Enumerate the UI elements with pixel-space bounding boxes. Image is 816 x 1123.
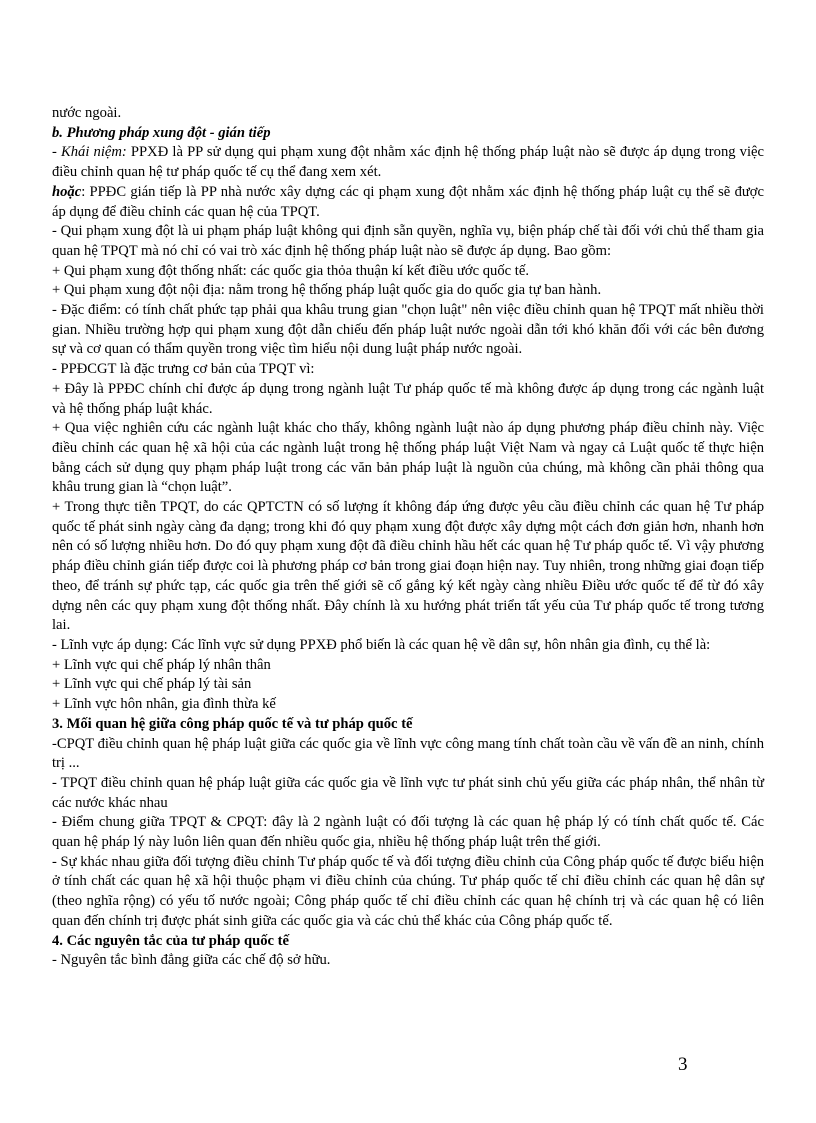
paragraph-definition: - Khái niệm: PPXĐ là PP sử dụng qui phạm xung đột nhằm xác định hệ thống pháp luật nào sẽ được áp dụng trong việc điều chỉnh quan hệ tư pháp quốc tế cụ thể đang xem xét. <box>52 144 764 181</box>
paragraph: - Nguyên tắc bình đẳng giữa các chế độ sở hữu. <box>52 952 331 969</box>
list-item: + Lĩnh vực hôn nhân, gia đình thừa kế <box>52 696 276 713</box>
paragraph-characteristics: - Đặc điểm: có tính chất phức tạp phải qua khâu trung gian "chọn luật" nên việc điều chỉnh quan hệ TPQT mất nhiều thời gian. Nhiều trường hợp qui phạm xung đột dẫn chiếu đến pháp luật nước ngoài dẫn tới khó khăn đối với các bên đương sự và cơ quan có thẩm quyền trong việc tìm hiểu nội dung luật pháp nước ngoài. <box>52 302 764 358</box>
list-item: + Lĩnh vực qui chế pháp lý nhân thân <box>52 656 271 673</box>
list-item: + Qui phạm xung đột nội địa: nằm trong hệ thống pháp luật quốc gia do quốc gia tự ban hành. <box>52 282 602 299</box>
paragraph-continuation: nước ngoài. <box>52 105 122 121</box>
page-number: 3 <box>678 1054 688 1075</box>
paragraph: - Sự khác nhau giữa đối tượng điều chỉnh Tư pháp quốc tế và đối tượng điều chỉnh của Công pháp quốc tế được biểu hiện ở tính chất các quan hệ xã hội thuộc phạm vi điều chỉnh của chúng. Tư pháp quốc tế chỉ điều chỉnh các quan hệ dân sự (theo nghĩa rộng) có yếu tố nước ngoài; Công pháp quốc tế chỉ điều chỉnh các quan hệ chính trị và các quan hệ có liên quan đến chính trị được phát sinh giữa các quốc gia và các chủ thể khác của Công pháp quốc tế. <box>52 853 764 929</box>
list-item: + Đây là PPĐC chính chỉ được áp dụng trong ngành luật Tư pháp quốc tế mà không được áp dụng trong các ngành luật và hệ thống pháp luật khác. <box>52 380 764 417</box>
list-item: + Lĩnh vực qui chế pháp lý tài sản <box>52 676 252 693</box>
paragraph: - Điểm chung giữa TPQT & CPQT: đây là 2 ngành luật có đối tượng là các quan hệ pháp lý có tính chất quốc tế. Các quan hệ pháp lý này luôn liên quan đến nhiều quốc gia, nhiều hệ thống pháp luật trên thế giới. <box>52 814 764 851</box>
paragraph: - PPĐCGT là đặc trưng cơ bản của TPQT vì: <box>52 361 315 378</box>
paragraph: -CPQT điều chỉnh quan hệ pháp luật giữa các quốc gia về lĩnh vực công mang tính chất toàn cầu về vấn đề an ninh, chính trị ... <box>52 735 764 772</box>
definition-label: Khái niệm: <box>61 144 127 161</box>
alternative-label: hoặc <box>52 183 82 200</box>
section-heading-3: 3. Mối quan hệ giữa công pháp quốc tế và tư pháp quốc tế <box>52 715 413 732</box>
section-heading-4: 4. Các nguyên tắc của tư pháp quốc tế <box>52 932 289 949</box>
paragraph-scope: - Lĩnh vực áp dụng: Các lĩnh vực sử dụng PPXĐ phổ biến là các quan hệ về dân sự, hôn nhân gia đình, cụ thể là: <box>52 636 711 653</box>
list-item: + Qua việc nghiên cứu các ngành luật khác cho thấy, không ngành luật nào áp dụng phương pháp điều chỉnh này. Việc điều chỉnh các quan hệ xã hội của các ngành luật trong hệ thống pháp luật Việt Nam và ngay cả Luật quốc tế thực hiện bằng cách sử dụng quy phạm pháp luật trong các văn bản pháp luật là nguồn của chúng, mà không cần phải thông qua khâu trung gian là “chọn luật”. <box>52 420 764 496</box>
document-body <box>52 104 764 971</box>
paragraph-conflict-rule: - Qui phạm xung đột là ui phạm pháp luật không qui định sẵn quyền, nghĩa vụ, biện pháp chế tài đối với chủ thể tham gia quan hệ TPQT mà nó chỉ có vai trò xác định hệ thống pháp luật nào sẽ được áp dụng. Bao gồm: <box>52 223 764 259</box>
section-heading-b: b. Phương pháp xung đột - gián tiếp <box>52 124 271 141</box>
list-item: + Qui phạm xung đột thống nhất: các quốc gia thỏa thuận kí kết điều ước quốc tế. <box>52 262 529 279</box>
list-item: + Trong thực tiễn TPQT, do các QPTCTN có số lượng ít không đáp ứng được yêu cầu điều chỉnh các quan hệ Tư pháp quốc tế phát sinh ngày càng đa dạng; trong khi đó quy phạm xung đột được xây dựng một cách đơn giản hơn, nhanh hơn nên có số lượng nhiều hơn. Do đó quy phạm xung đột đã điều chỉnh hầu hết các quan hệ Tư pháp quốc tế. Vì vậy phương pháp điều chỉnh gián tiếp được coi là phương pháp cơ bản trong giai đoạn hiện nay. Tuy nhiên, trong những giai đoạn tiếp theo, để tránh sự phức tạp, các quốc gia trên thế giới sẽ cố gắng ký kết ngày càng nhiều Điều ước quốc tế để từ đó xây dựng nên các quy phạm xung đột thống nhất. Đây chính là xu hướng phát triển tất yếu của Tư pháp quốc tế trong tương lai. <box>52 499 764 634</box>
paragraph: - TPQT điều chỉnh quan hệ pháp luật giữa các quốc gia về lĩnh vực tư phát sinh chủ yếu giữa các pháp nhân, thể nhân từ các nước khác nhau <box>52 774 764 811</box>
paragraph-alternative: hoặc: PPĐC gián tiếp là PP nhà nước xây dựng các qi phạm xung đột nhằm xác định hệ thống pháp luật cụ thể sẽ được áp dụng để điều chỉnh các quan hệ của TPQT. <box>52 183 764 220</box>
